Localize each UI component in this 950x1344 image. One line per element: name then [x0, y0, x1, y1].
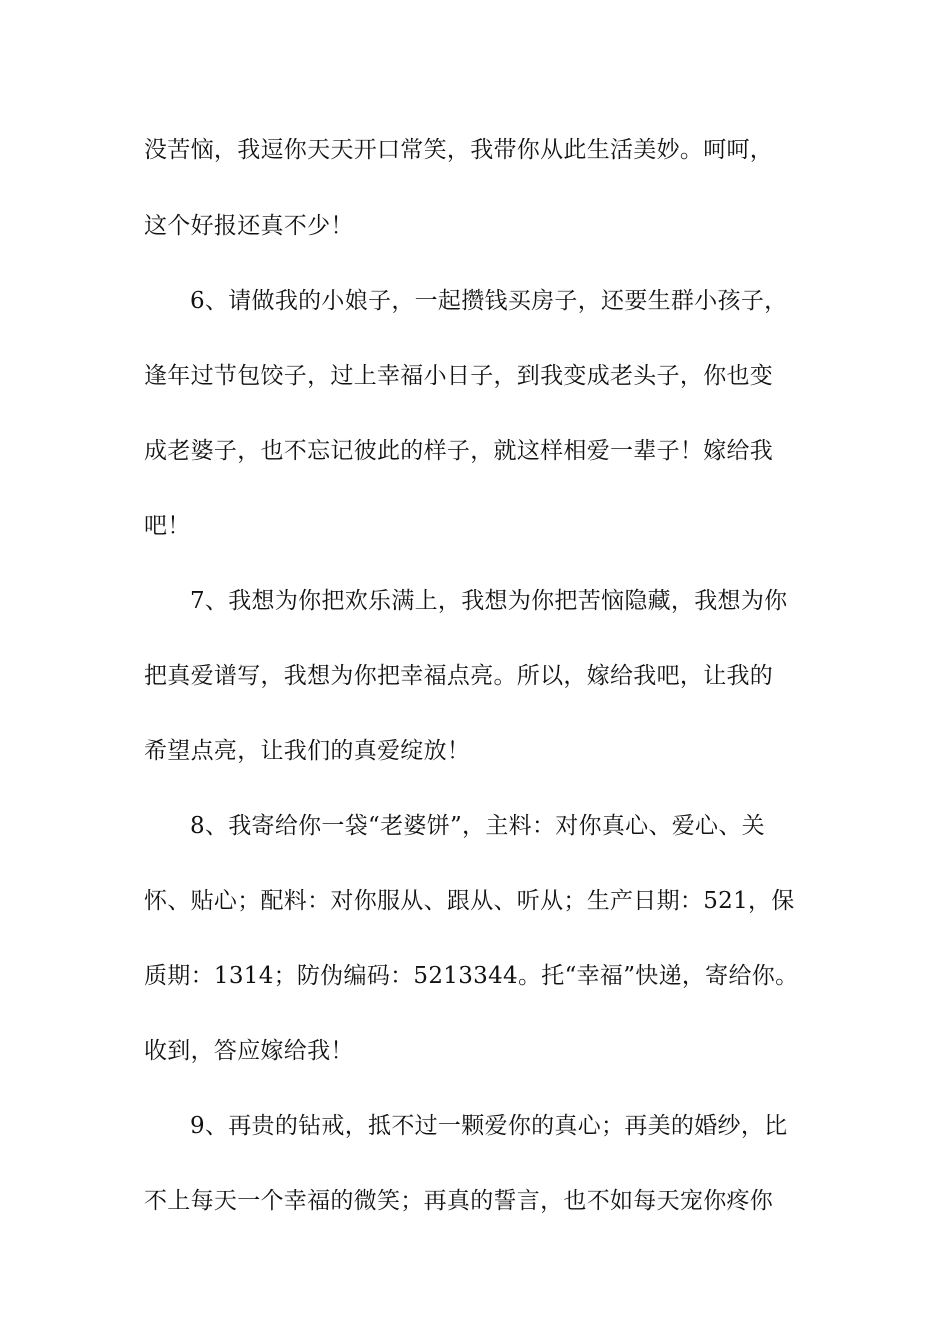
text-line: 成老婆子，也不忘记彼此的样子，就这样相爱一辈子！嫁给我 — [144, 438, 774, 464]
text-line: 希望点亮，让我们的真爱绽放！ — [144, 738, 471, 764]
text-line: 怀、贴心；配料：对你服从、跟从、听从；生产日期：521，保 — [144, 888, 795, 914]
text-line: 质期：1314；防伪编码：5213344。托“幸福”快递，寄给你。 — [144, 963, 799, 989]
paragraph-9-start: 9、再贵的钻戒，抵不过一颗爱你的真心；再美的婚纱，比 — [190, 1113, 788, 1139]
paragraph-6-start: 6、请做我的小娘子，一起攒钱买房子，还要生群小孩子， — [190, 288, 788, 314]
text-line: 吧！ — [144, 513, 191, 539]
paragraph-8-start: 8、我寄给你一袋“老婆饼”，主料：对你真心、爱心、关 — [190, 813, 765, 839]
text-line: 收到，答应嫁给我！ — [144, 1038, 354, 1064]
text-line: 不上每天一个幸福的微笑；再真的誓言，也不如每天宠你疼你 — [144, 1188, 774, 1214]
text-line: 这个好报还真不少！ — [144, 213, 354, 239]
text-line: 没苦恼，我逗你天天开口常笑，我带你从此生活美妙。呵呵， — [144, 137, 774, 163]
paragraph-7-start: 7、我想为你把欢乐满上，我想为你把苦恼隐藏，我想为你 — [190, 588, 788, 614]
text-line: 把真爱谱写，我想为你把幸福点亮。所以，嫁给我吧，让我的 — [144, 663, 774, 689]
text-line: 逢年过节包饺子，过上幸福小日子，到我变成老头子，你也变 — [144, 363, 774, 389]
